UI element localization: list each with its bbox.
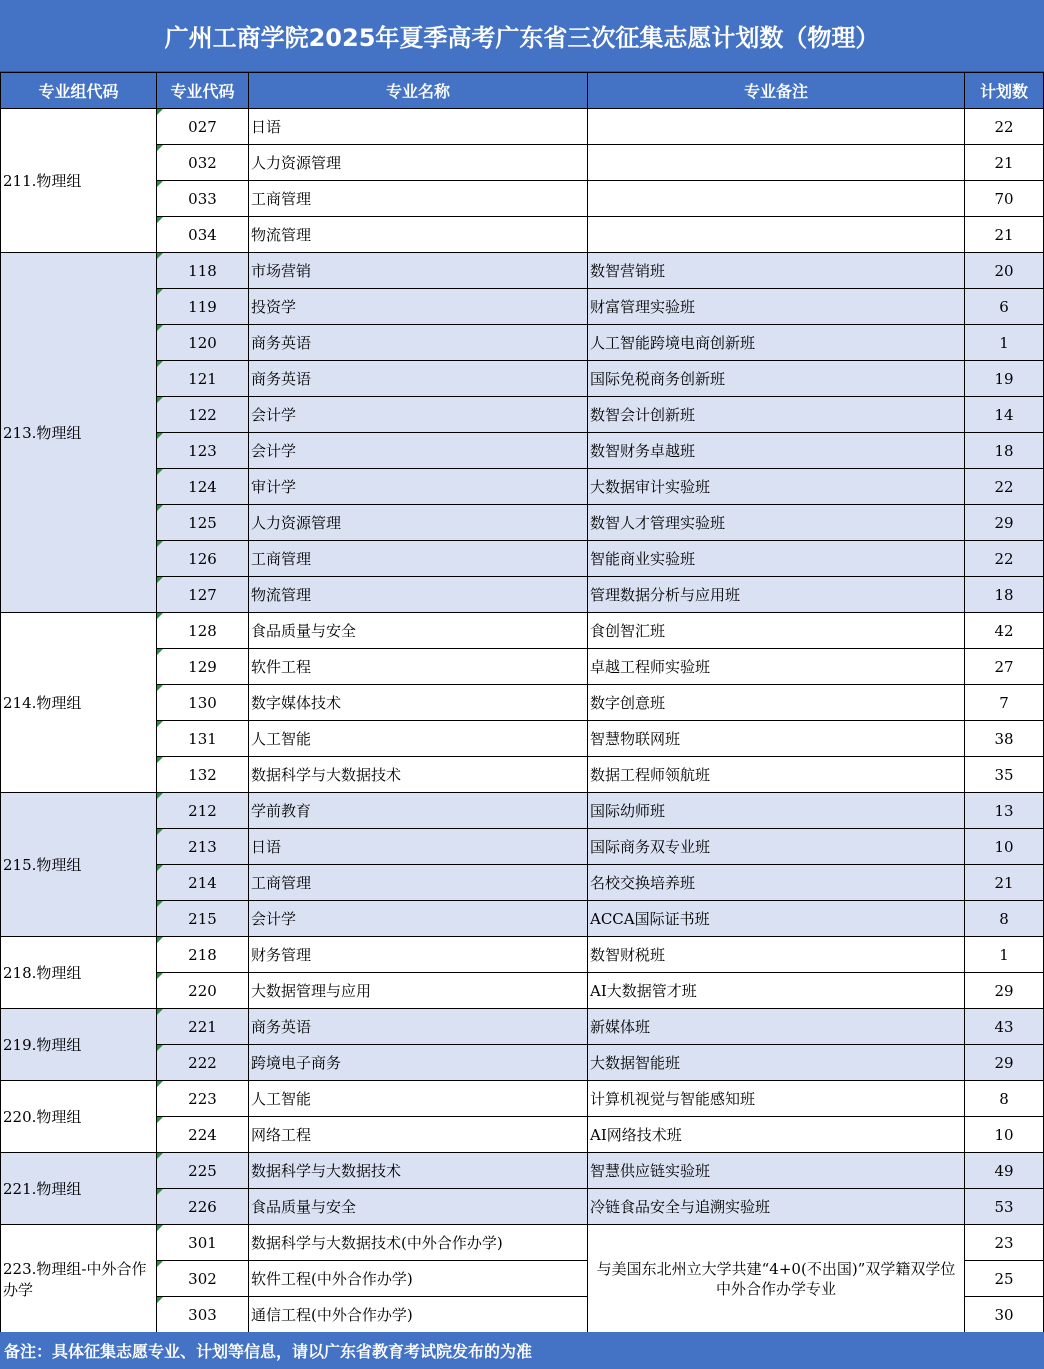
- plan-count-cell: 25: [965, 1261, 1044, 1297]
- major-code-cell: 226: [157, 1189, 249, 1225]
- major-code-cell: 127: [157, 577, 249, 613]
- plan-count-cell: 18: [965, 433, 1044, 469]
- major-code-cell: 126: [157, 541, 249, 577]
- major-note-cell: 数智财务卓越班: [588, 433, 965, 469]
- major-note-cell: 智慧物联网班: [588, 721, 965, 757]
- major-name-cell: 商务英语: [249, 325, 588, 361]
- major-note-cell: 新媒体班: [588, 1009, 965, 1045]
- major-note-cell: 名校交换培养班: [588, 865, 965, 901]
- plan-count-cell: 1: [965, 937, 1044, 973]
- major-name-cell: 工商管理: [249, 865, 588, 901]
- major-name-cell: 财务管理: [249, 937, 588, 973]
- major-code-cell: 119: [157, 289, 249, 325]
- group-code-cell: 221.物理组: [1, 1153, 157, 1225]
- plan-count-cell: 27: [965, 649, 1044, 685]
- plan-count-cell: 49: [965, 1153, 1044, 1189]
- major-name-cell: 人力资源管理: [249, 505, 588, 541]
- major-name-cell: 会计学: [249, 397, 588, 433]
- group-code-cell: 214.物理组: [1, 613, 157, 793]
- major-name-cell: 市场营销: [249, 253, 588, 289]
- header-major-name: 专业名称: [249, 73, 588, 109]
- major-name-cell: 食品质量与安全: [249, 1189, 588, 1225]
- major-name-cell: 数据科学与大数据技术: [249, 1153, 588, 1189]
- table-row: [1, 253, 1044, 289]
- major-code-cell: 121: [157, 361, 249, 397]
- plan-count-cell: 21: [965, 217, 1044, 253]
- plan-count-cell: 20: [965, 253, 1044, 289]
- major-note-cell: 与美国东北州立大学共建“4+0(不出国)”双学籍双学位中外合作办学专业: [588, 1225, 965, 1333]
- major-name-cell: 物流管理: [249, 577, 588, 613]
- major-note-cell: 智慧供应链实验班: [588, 1153, 965, 1189]
- major-name-cell: 商务英语: [249, 1009, 588, 1045]
- plan-count-cell: 22: [965, 469, 1044, 505]
- major-name-cell: 数据科学与大数据技术(中外合作办学): [249, 1225, 588, 1261]
- table-row: [1, 541, 1044, 577]
- major-note-cell: 卓越工程师实验班: [588, 649, 965, 685]
- major-name-cell: 食品质量与安全: [249, 613, 588, 649]
- major-note-cell: 国际商务双专业班: [588, 829, 965, 865]
- major-code-cell: 034: [157, 217, 249, 253]
- footer-note: 备注：具体征集志愿专业、计划等信息，请以广东省教育考试院发布的为准: [0, 1332, 1044, 1369]
- plan-count-cell: 29: [965, 1045, 1044, 1081]
- major-note-cell: 财富管理实验班: [588, 289, 965, 325]
- table-row: [1, 973, 1044, 1009]
- plan-count-cell: 42: [965, 613, 1044, 649]
- group-code-cell: 211.物理组: [1, 109, 157, 253]
- major-code-cell: 124: [157, 469, 249, 505]
- plan-count-cell: 29: [965, 973, 1044, 1009]
- table-row: [1, 1045, 1044, 1081]
- table-row: [1, 217, 1044, 253]
- table-row: [1, 1189, 1044, 1225]
- major-code-cell: 130: [157, 685, 249, 721]
- plan-count-cell: 23: [965, 1225, 1044, 1261]
- group-code-cell: 213.物理组: [1, 253, 157, 613]
- major-note-cell: 冷链食品安全与追溯实验班: [588, 1189, 965, 1225]
- major-code-cell: 224: [157, 1117, 249, 1153]
- major-code-cell: 302: [157, 1261, 249, 1297]
- table-row: [1, 505, 1044, 541]
- table-row: [1, 397, 1044, 433]
- major-name-cell: 投资学: [249, 289, 588, 325]
- table-row: [1, 1153, 1044, 1189]
- major-code-cell: 125: [157, 505, 249, 541]
- major-code-cell: 218: [157, 937, 249, 973]
- major-code-cell: 128: [157, 613, 249, 649]
- group-code-cell: 215.物理组: [1, 793, 157, 937]
- plan-count-cell: 13: [965, 793, 1044, 829]
- table-row: [1, 721, 1044, 757]
- major-code-cell: 221: [157, 1009, 249, 1045]
- plan-count-cell: 38: [965, 721, 1044, 757]
- group-code-cell: 223.物理组-中外合作办学: [1, 1225, 157, 1333]
- table-row: [1, 793, 1044, 829]
- table-row: [1, 469, 1044, 505]
- major-code-cell: 118: [157, 253, 249, 289]
- major-code-cell: 131: [157, 721, 249, 757]
- major-code-cell: 225: [157, 1153, 249, 1189]
- plan-count-cell: 22: [965, 109, 1044, 145]
- major-name-cell: 物流管理: [249, 217, 588, 253]
- major-note-cell: [588, 181, 965, 217]
- major-note-cell: 大数据审计实验班: [588, 469, 965, 505]
- major-name-cell: 日语: [249, 829, 588, 865]
- major-note-cell: [588, 217, 965, 253]
- major-code-cell: 129: [157, 649, 249, 685]
- table-row: [1, 901, 1044, 937]
- plan-count-cell: 30: [965, 1297, 1044, 1333]
- page-title: 广州工商学院2025年夏季高考广东省三次征集志愿计划数（物理）: [0, 0, 1044, 72]
- header-major-code: 专业代码: [157, 73, 249, 109]
- header-plan-count: 计划数: [965, 73, 1044, 109]
- plan-count-cell: 21: [965, 145, 1044, 181]
- major-note-cell: [588, 109, 965, 145]
- major-code-cell: 032: [157, 145, 249, 181]
- major-code-cell: 214: [157, 865, 249, 901]
- plan-count-cell: 8: [965, 1081, 1044, 1117]
- major-name-cell: 大数据管理与应用: [249, 973, 588, 1009]
- table-row: [1, 865, 1044, 901]
- table-row: [1, 1117, 1044, 1153]
- group-code-cell: 219.物理组: [1, 1009, 157, 1081]
- major-note-cell: 数智营销班: [588, 253, 965, 289]
- plan-count-cell: 70: [965, 181, 1044, 217]
- major-note-cell: 人工智能跨境电商创新班: [588, 325, 965, 361]
- header-major-note: 专业备注: [588, 73, 965, 109]
- plan-count-cell: 22: [965, 541, 1044, 577]
- table-row: [1, 145, 1044, 181]
- table-row: [1, 649, 1044, 685]
- plan-count-cell: 35: [965, 757, 1044, 793]
- major-name-cell: 商务英语: [249, 361, 588, 397]
- major-note-cell: 数据工程师领航班: [588, 757, 965, 793]
- plan-count-cell: 53: [965, 1189, 1044, 1225]
- table-row: [1, 109, 1044, 145]
- plan-table: [0, 72, 1044, 1333]
- major-name-cell: 软件工程: [249, 649, 588, 685]
- table-row: [1, 325, 1044, 361]
- major-note-cell: 智能商业实验班: [588, 541, 965, 577]
- major-note-cell: 计算机视觉与智能感知班: [588, 1081, 965, 1117]
- plan-count-cell: 14: [965, 397, 1044, 433]
- major-note-cell: 数智会计创新班: [588, 397, 965, 433]
- table-row: [1, 1081, 1044, 1117]
- major-code-cell: 301: [157, 1225, 249, 1261]
- major-code-cell: 220: [157, 973, 249, 1009]
- major-note-cell: 管理数据分析与应用班: [588, 577, 965, 613]
- major-name-cell: 人工智能: [249, 1081, 588, 1117]
- table-row: [1, 685, 1044, 721]
- major-name-cell: 审计学: [249, 469, 588, 505]
- group-code-cell: 220.物理组: [1, 1081, 157, 1153]
- group-code-cell: 218.物理组: [1, 937, 157, 1009]
- major-note-cell: 数智财税班: [588, 937, 965, 973]
- plan-count-cell: 29: [965, 505, 1044, 541]
- plan-count-cell: 10: [965, 829, 1044, 865]
- plan-count-cell: 6: [965, 289, 1044, 325]
- table-row: [1, 829, 1044, 865]
- major-code-cell: 215: [157, 901, 249, 937]
- plan-count-cell: 10: [965, 1117, 1044, 1153]
- major-note-cell: 食创智汇班: [588, 613, 965, 649]
- table-header-row: [1, 73, 1044, 109]
- plan-count-cell: 43: [965, 1009, 1044, 1045]
- plan-count-cell: 1: [965, 325, 1044, 361]
- plan-count-cell: 19: [965, 361, 1044, 397]
- major-code-cell: 213: [157, 829, 249, 865]
- major-code-cell: 027: [157, 109, 249, 145]
- major-note-cell: AI网络技术班: [588, 1117, 965, 1153]
- table-row: [1, 181, 1044, 217]
- major-code-cell: 122: [157, 397, 249, 433]
- plan-count-cell: 21: [965, 865, 1044, 901]
- major-note-cell: AI大数据管才班: [588, 973, 965, 1009]
- major-note-cell: 国际幼师班: [588, 793, 965, 829]
- major-note-cell: 国际免税商务创新班: [588, 361, 965, 397]
- major-name-cell: 工商管理: [249, 541, 588, 577]
- major-code-cell: 303: [157, 1297, 249, 1333]
- table-row: [1, 289, 1044, 325]
- major-code-cell: 120: [157, 325, 249, 361]
- table-row: [1, 1009, 1044, 1045]
- major-code-cell: 212: [157, 793, 249, 829]
- major-note-cell: 数智人才管理实验班: [588, 505, 965, 541]
- major-name-cell: 工商管理: [249, 181, 588, 217]
- major-note-cell: 数字创意班: [588, 685, 965, 721]
- table-row: [1, 361, 1044, 397]
- major-name-cell: 会计学: [249, 901, 588, 937]
- major-name-cell: 日语: [249, 109, 588, 145]
- major-name-cell: 数字媒体技术: [249, 685, 588, 721]
- header-group-code: 专业组代码: [1, 73, 157, 109]
- major-code-cell: 132: [157, 757, 249, 793]
- major-note-cell: 大数据智能班: [588, 1045, 965, 1081]
- major-name-cell: 学前教育: [249, 793, 588, 829]
- table-row: [1, 433, 1044, 469]
- major-name-cell: 人工智能: [249, 721, 588, 757]
- table-row: [1, 937, 1044, 973]
- plan-count-cell: 18: [965, 577, 1044, 613]
- major-code-cell: 033: [157, 181, 249, 217]
- major-name-cell: 软件工程(中外合作办学): [249, 1261, 588, 1297]
- table-row: [1, 577, 1044, 613]
- major-name-cell: 人力资源管理: [249, 145, 588, 181]
- major-code-cell: 223: [157, 1081, 249, 1117]
- table-row: [1, 1225, 1044, 1261]
- major-note-cell: [588, 145, 965, 181]
- plan-count-cell: 8: [965, 901, 1044, 937]
- major-name-cell: 通信工程(中外合作办学): [249, 1297, 588, 1333]
- major-name-cell: 数据科学与大数据技术: [249, 757, 588, 793]
- major-code-cell: 123: [157, 433, 249, 469]
- table-row: [1, 613, 1044, 649]
- major-code-cell: 222: [157, 1045, 249, 1081]
- plan-count-cell: 7: [965, 685, 1044, 721]
- major-name-cell: 会计学: [249, 433, 588, 469]
- major-name-cell: 跨境电子商务: [249, 1045, 588, 1081]
- table-body: [1, 109, 1044, 1333]
- major-note-cell: ACCA国际证书班: [588, 901, 965, 937]
- major-name-cell: 网络工程: [249, 1117, 588, 1153]
- table-row: [1, 757, 1044, 793]
